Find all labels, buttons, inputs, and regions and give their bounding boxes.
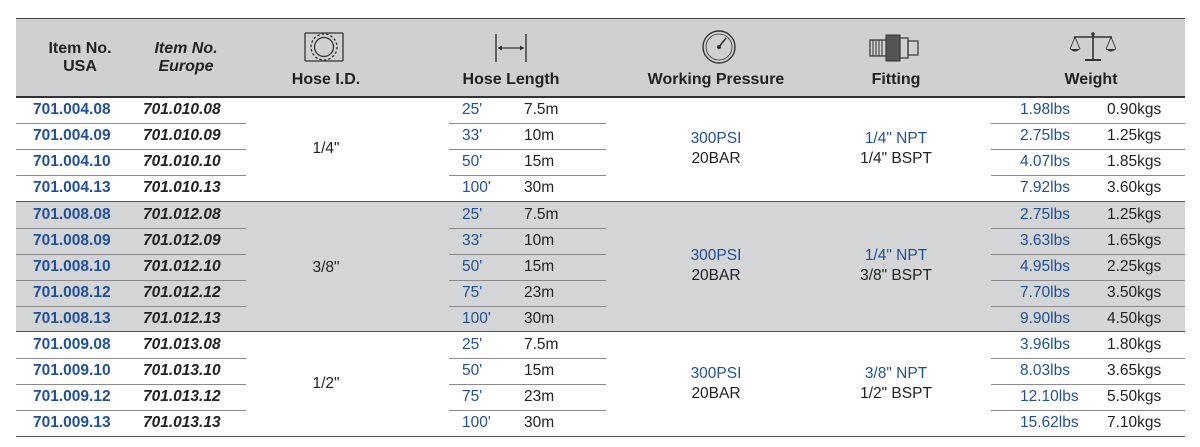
length-m: 15m xyxy=(524,362,555,379)
item-europe: 701.013.13 xyxy=(143,414,221,431)
item-usa: 701.004.09 xyxy=(33,127,111,144)
length-ft: 75' xyxy=(462,284,483,301)
table-row xyxy=(16,175,1185,201)
length-measure-icon xyxy=(492,32,530,64)
header-item-europe-line1: Item No. xyxy=(154,40,218,57)
table-row xyxy=(16,254,1185,280)
item-usa: 701.009.08 xyxy=(33,336,111,353)
weight-lbs: 9.90lbs xyxy=(1020,310,1070,327)
header-item-europe xyxy=(144,40,228,76)
pressure-psi: 300PSI xyxy=(690,130,742,147)
header-weight: Weight xyxy=(1064,71,1118,88)
table-row xyxy=(16,228,1185,254)
weight-kgs: 3.60kgs xyxy=(1107,179,1162,196)
weight-lbs: 4.07lbs xyxy=(1020,153,1070,170)
weight-lbs: 4.95lbs xyxy=(1020,258,1070,275)
row-divider xyxy=(991,123,1185,124)
length-m: 7.5m xyxy=(524,206,559,223)
weight-lbs: 2.75lbs xyxy=(1020,206,1070,223)
row-divider xyxy=(16,123,246,124)
weight-kgs: 2.25kgs xyxy=(1107,258,1162,275)
item-europe: 701.010.10 xyxy=(143,153,221,170)
table-row xyxy=(16,280,1185,306)
row-divider xyxy=(449,358,606,359)
row-divider xyxy=(16,358,246,359)
row-divider xyxy=(449,228,606,229)
hose-id-cell: 1/2" xyxy=(312,375,340,392)
row-divider xyxy=(449,149,606,150)
weight-kgs: 1.25kgs xyxy=(1107,206,1162,223)
weight-kgs: 4.50kgs xyxy=(1107,310,1162,327)
item-europe: 701.013.08 xyxy=(143,336,221,353)
weight-kgs: 5.50kgs xyxy=(1107,388,1162,405)
weight-kgs: 1.85kgs xyxy=(1107,153,1162,170)
table-row xyxy=(16,123,1185,149)
group-three-eighths-inch xyxy=(16,201,1185,332)
length-ft: 50' xyxy=(462,258,483,275)
row-divider xyxy=(991,410,1185,411)
row-divider xyxy=(16,306,246,307)
row-divider xyxy=(991,280,1185,281)
pressure-gauge-icon xyxy=(700,28,738,66)
header-working-pressure: Working Pressure xyxy=(647,71,785,88)
length-ft: 75' xyxy=(462,388,483,405)
row-divider xyxy=(449,306,606,307)
header-hose-length: Hose Length xyxy=(462,71,560,88)
item-europe: 701.013.10 xyxy=(143,362,221,379)
item-usa: 701.008.10 xyxy=(33,258,111,275)
row-divider xyxy=(991,149,1185,150)
item-europe: 701.010.09 xyxy=(143,127,221,144)
row-divider xyxy=(16,149,246,150)
item-usa: 701.008.12 xyxy=(33,284,111,301)
row-divider xyxy=(449,410,606,411)
length-m: 30m xyxy=(524,179,555,196)
fitting-npt: 1/4" NPT xyxy=(864,130,928,147)
table-bottom-border xyxy=(16,436,1185,437)
table-row xyxy=(16,410,1185,436)
item-europe: 701.010.13 xyxy=(143,179,221,196)
weight-lbs: 7.92lbs xyxy=(1020,179,1070,196)
weight-kgs: 7.10kgs xyxy=(1107,414,1162,431)
pressure-psi: 300PSI xyxy=(690,365,742,382)
table-row xyxy=(16,202,1185,228)
length-m: 10m xyxy=(524,232,555,249)
row-divider xyxy=(16,254,246,255)
item-europe: 701.012.13 xyxy=(143,310,221,327)
item-usa: 701.004.13 xyxy=(33,179,111,196)
group-quarter-inch xyxy=(16,97,1185,201)
weight-lbs: 7.70lbs xyxy=(1020,284,1070,301)
row-divider xyxy=(991,306,1185,307)
length-ft: 100' xyxy=(462,310,491,327)
row-divider xyxy=(991,384,1185,385)
weight-kgs: 3.65kgs xyxy=(1107,362,1162,379)
header-fitting: Fitting xyxy=(871,71,921,88)
item-usa: 701.008.08 xyxy=(33,206,111,223)
header-item-europe-line2: Europe xyxy=(158,58,214,75)
item-usa: 701.009.10 xyxy=(33,362,111,379)
weight-kgs: 3.50kgs xyxy=(1107,284,1162,301)
row-divider xyxy=(449,175,606,176)
fitting-npt: 3/8" NPT xyxy=(864,365,928,382)
item-europe: 701.013.12 xyxy=(143,388,221,405)
pressure-bar: 20BAR xyxy=(691,150,741,167)
weight-lbs: 3.63lbs xyxy=(1020,232,1070,249)
row-divider xyxy=(991,228,1185,229)
length-ft: 100' xyxy=(462,414,491,431)
pressure-bar: 20BAR xyxy=(691,267,741,284)
item-usa: 701.004.10 xyxy=(33,153,111,170)
length-ft: 33' xyxy=(462,232,483,249)
length-m: 30m xyxy=(524,414,555,431)
row-divider xyxy=(449,254,606,255)
length-ft: 100' xyxy=(462,179,491,196)
hose-id-cell: 1/4" xyxy=(312,140,340,157)
balance-scale-icon xyxy=(1069,30,1117,64)
row-divider xyxy=(16,384,246,385)
weight-lbs: 3.96lbs xyxy=(1020,336,1070,353)
table-row xyxy=(16,332,1185,358)
length-m: 23m xyxy=(524,284,555,301)
hose-fitting-icon xyxy=(868,32,922,64)
row-divider xyxy=(449,280,606,281)
length-m: 30m xyxy=(524,310,555,327)
length-ft: 50' xyxy=(462,362,483,379)
fitting-bspt: 1/4" BSPT xyxy=(860,150,932,167)
hose-id-cell: 3/8" xyxy=(312,259,340,276)
item-europe: 701.012.09 xyxy=(143,232,221,249)
row-divider xyxy=(16,175,246,176)
item-usa: 701.008.09 xyxy=(33,232,111,249)
weight-kgs: 0.90kgs xyxy=(1107,101,1162,118)
header-item-usa-line1: Item No. xyxy=(48,40,112,57)
header-hose-id: Hose I.D. xyxy=(291,71,361,88)
table-row xyxy=(16,149,1185,175)
table-row xyxy=(16,306,1185,332)
table-header xyxy=(16,18,1185,98)
weight-lbs: 15.62lbs xyxy=(1020,414,1079,431)
length-m: 10m xyxy=(524,127,555,144)
weight-kgs: 1.25kgs xyxy=(1107,127,1162,144)
row-divider xyxy=(16,280,246,281)
table-row xyxy=(16,97,1185,123)
fitting-npt: 1/4" NPT xyxy=(864,247,928,264)
length-m: 23m xyxy=(524,388,555,405)
length-ft: 50' xyxy=(462,153,483,170)
product-spec-table xyxy=(16,18,1185,437)
pressure-bar: 20BAR xyxy=(691,385,741,402)
item-usa: 701.009.13 xyxy=(33,414,111,431)
row-divider xyxy=(449,384,606,385)
row-divider xyxy=(991,175,1185,176)
item-usa: 701.009.12 xyxy=(33,388,111,405)
row-divider xyxy=(991,358,1185,359)
group-half-inch xyxy=(16,331,1185,437)
item-europe: 701.012.08 xyxy=(143,206,221,223)
length-ft: 33' xyxy=(462,127,483,144)
weight-lbs: 1.98lbs xyxy=(1020,101,1070,118)
weight-kgs: 1.80kgs xyxy=(1107,336,1162,353)
row-divider xyxy=(16,228,246,229)
fitting-bspt: 1/2" BSPT xyxy=(860,385,932,402)
length-ft: 25' xyxy=(462,336,483,353)
weight-lbs: 2.75lbs xyxy=(1020,127,1070,144)
row-divider xyxy=(449,123,606,124)
weight-lbs: 12.10lbs xyxy=(1020,388,1079,405)
length-m: 7.5m xyxy=(524,101,559,118)
weight-lbs: 8.03lbs xyxy=(1020,362,1070,379)
item-europe: 701.010.08 xyxy=(143,101,221,118)
length-ft: 25' xyxy=(462,101,483,118)
header-item-usa xyxy=(38,40,122,76)
table-row xyxy=(16,358,1185,384)
weight-kgs: 1.65kgs xyxy=(1107,232,1162,249)
item-usa: 701.004.08 xyxy=(33,101,111,118)
fitting-bspt: 3/8" BSPT xyxy=(860,267,932,284)
pressure-psi: 300PSI xyxy=(690,247,742,264)
length-m: 7.5m xyxy=(524,336,559,353)
length-m: 15m xyxy=(524,258,555,275)
header-item-usa-line2: USA xyxy=(63,58,97,75)
row-divider xyxy=(16,410,246,411)
table-row xyxy=(16,384,1185,410)
length-m: 15m xyxy=(524,153,555,170)
length-ft: 25' xyxy=(462,206,483,223)
item-europe: 701.012.10 xyxy=(143,258,221,275)
row-divider xyxy=(991,254,1185,255)
item-europe: 701.012.12 xyxy=(143,284,221,301)
item-usa: 701.008.13 xyxy=(33,310,111,327)
hose-cross-section-icon xyxy=(299,30,349,64)
